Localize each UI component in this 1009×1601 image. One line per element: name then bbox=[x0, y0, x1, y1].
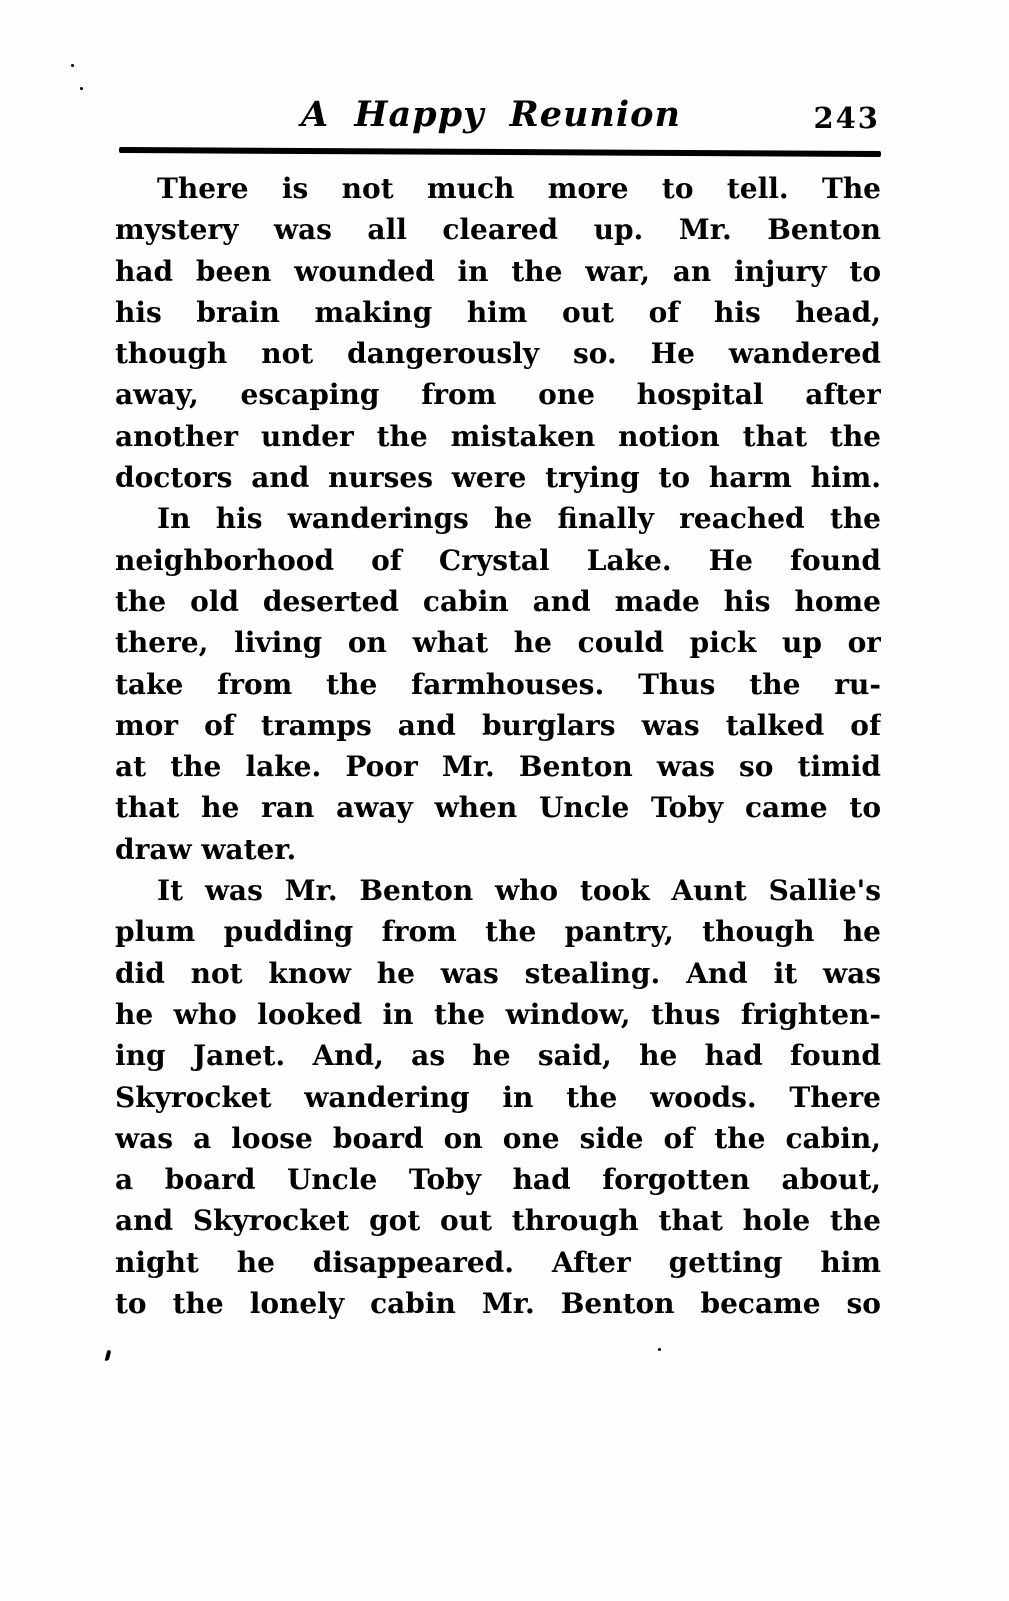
text-line: was a loose board on one side of the cabin, bbox=[115, 1121, 881, 1155]
scan-speck bbox=[71, 64, 74, 67]
page-header bbox=[120, 94, 882, 142]
text-line: draw water. bbox=[115, 832, 297, 866]
text-line: plum pudding from the pantry, though he bbox=[115, 915, 881, 949]
text-line: There is not much more to tell. The bbox=[157, 172, 881, 205]
text-line: did not know he was stealing. And it was bbox=[115, 956, 881, 990]
text-line: ing Janet. And, as he said, he had found bbox=[115, 1039, 881, 1073]
text-line: Skyrocket wandering in the woods. There bbox=[115, 1080, 881, 1114]
text-line: he who looked in the window, thus frighten- bbox=[115, 997, 881, 1031]
text-line: In his wanderings he finally reached the bbox=[157, 502, 881, 536]
text-line: It was Mr. Benton who took Aunt Sallie's bbox=[157, 874, 881, 908]
scan-speck bbox=[80, 87, 83, 90]
text-line: had been wounded in the war, an injury to bbox=[115, 254, 881, 288]
text-line: the old deserted cabin and made his home bbox=[115, 584, 881, 618]
text-line: though not dangerously so. He wandered bbox=[115, 337, 881, 371]
page-number: 243 bbox=[813, 101, 880, 135]
text-line: there, living on what he could pick up or bbox=[115, 626, 881, 660]
header-rule bbox=[119, 147, 881, 157]
text-line: away, escaping from one hospital after bbox=[115, 378, 881, 412]
text-line: his brain making him out of his head, bbox=[115, 295, 881, 329]
text-line: a board Uncle Toby had forgotten about, bbox=[115, 1163, 881, 1197]
text-line: take from the farmhouses. Thus the ru- bbox=[115, 667, 881, 701]
page-body bbox=[115, 168, 881, 1324]
running-title: A Happy Reunion bbox=[301, 94, 681, 135]
text-line: neighborhood of Crystal Lake. He found bbox=[115, 543, 881, 577]
text-line: mystery was all cleared up. Mr. Benton bbox=[115, 213, 881, 247]
scan-speck bbox=[658, 1348, 661, 1351]
scan-speck bbox=[105, 1350, 112, 1362]
text-line: mor of tramps and burglars was talked of bbox=[115, 708, 881, 742]
text-line: another under the mistaken notion that the bbox=[115, 419, 881, 453]
text-line: and Skyrocket got out through that hole the bbox=[115, 1204, 881, 1238]
text-line: at the lake. Poor Mr. Benton was so timid bbox=[115, 750, 881, 784]
text-line: doctors and nurses were trying to harm him. bbox=[115, 461, 881, 495]
text-line: night he disappeared. After getting him bbox=[115, 1245, 881, 1279]
text-line: to the lonely cabin Mr. Benton became so bbox=[115, 1287, 881, 1321]
text-line: that he ran away when Uncle Toby came to bbox=[115, 791, 881, 825]
